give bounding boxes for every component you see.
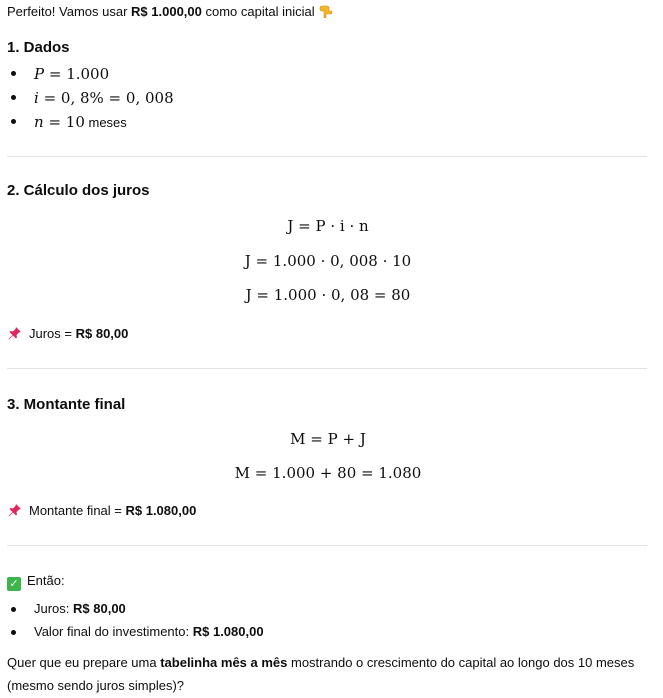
pushpin-icon bbox=[7, 326, 23, 340]
result-label: Montante final = bbox=[29, 503, 126, 518]
closing-question-line-2: (mesmo sendo juros simples)? bbox=[7, 678, 185, 693]
section-divider bbox=[7, 368, 647, 369]
summary-item-label: Juros: bbox=[34, 601, 74, 616]
intro-amount: R$ 1.000,00 bbox=[131, 4, 202, 19]
section-title-montante: 3. Montante final bbox=[7, 396, 126, 413]
summary-item-label: Valor final do investimento: bbox=[34, 624, 193, 639]
pushpin-icon bbox=[7, 503, 23, 517]
section-divider bbox=[7, 156, 647, 157]
formula-line: M = 1.000 + 80 = 1.080 bbox=[234, 464, 422, 482]
formula-line: J = 1.000 · 0, 08 = 80 bbox=[245, 286, 411, 304]
summary-label: Então: bbox=[27, 573, 65, 588]
summary-item-value: R$ 1.080,00 bbox=[192, 624, 264, 639]
section-title-dados: 1. Dados bbox=[7, 39, 70, 56]
section-divider bbox=[7, 545, 647, 546]
intro-text: Perfeito! Vamos usar bbox=[7, 4, 132, 19]
closing-bold: tabelinha mês a mês bbox=[160, 655, 288, 670]
result-value: R$ 1.080,00 bbox=[125, 503, 197, 518]
section-title-calculo: 2. Cálculo dos juros bbox=[7, 182, 150, 199]
check-mark-icon: ✓ bbox=[7, 577, 21, 591]
result-value: R$ 80,00 bbox=[75, 326, 129, 341]
bullet-dot bbox=[11, 95, 16, 100]
result-line bbox=[7, 326, 128, 341]
bullet-dot bbox=[11, 71, 16, 76]
formula-line: J = 1.000 · 0, 008 · 10 bbox=[244, 252, 412, 270]
result-label: Juros = bbox=[29, 326, 76, 341]
closing-question-line-1: Quer que eu prepare uma tabelinha mês a mês mostrando o crescimento do capital ao longo dos 10 meses bbox=[7, 655, 635, 670]
bullet-dot bbox=[11, 607, 16, 612]
result-line bbox=[7, 503, 196, 518]
formula-line: M = P + J bbox=[290, 430, 366, 448]
math-expression: i = 0, 8% = 0, 008 bbox=[34, 89, 174, 107]
intro-line bbox=[7, 4, 333, 19]
bullet-dot bbox=[11, 630, 16, 635]
bullet-dot bbox=[11, 119, 16, 124]
math-expression: n = 10 meses bbox=[34, 113, 127, 131]
pointing-down-hand-icon bbox=[319, 5, 333, 18]
math-expression: P = 1.000 bbox=[34, 65, 110, 83]
summary-item-value: R$ 80,00 bbox=[73, 601, 126, 616]
summary-heading bbox=[7, 573, 65, 591]
formula-line: J = P · i · n bbox=[287, 217, 369, 235]
intro-text-after: como capital inicial bbox=[201, 4, 315, 19]
